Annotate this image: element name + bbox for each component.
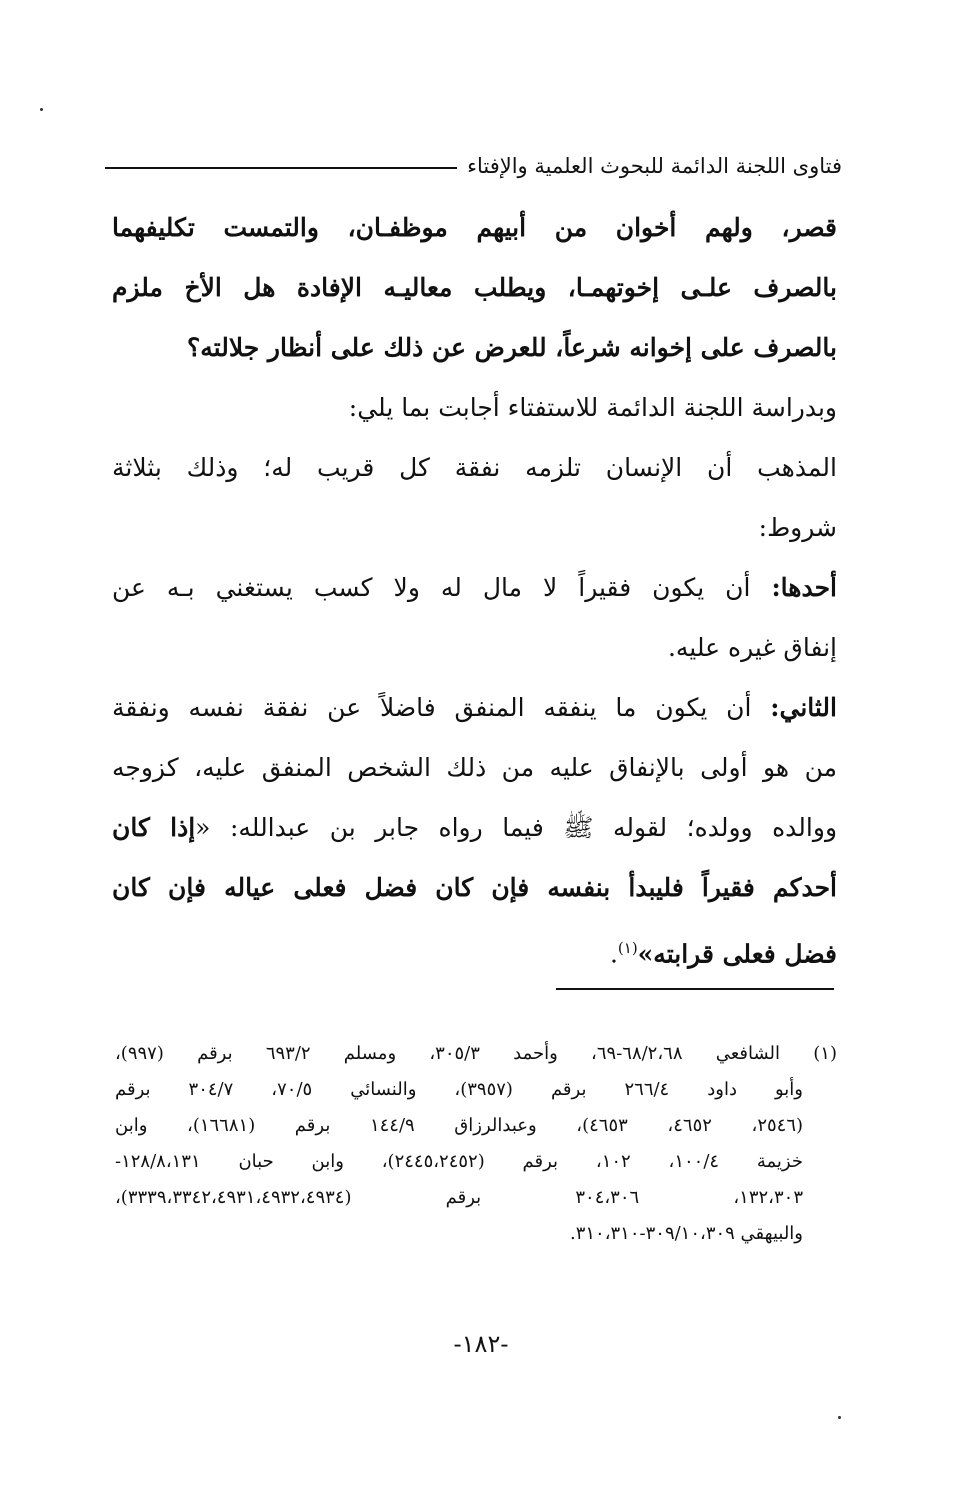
hadith-last-line [112,918,837,978]
condition-one-text: أن يكون فقيراً لا مال له ولا كسب يستغني بـه عن [112,573,772,602]
hadith-start: إذا كان [112,813,196,842]
footnote-reference[interactable]: (١) [617,939,638,957]
condition-two-continuation: من هو أولى بالإنفاق عليه من ذلك الشخص المنفق عليه، كزوجه [112,753,837,782]
condition-one-label: أحدها: [771,573,837,602]
footnote-line: وأبو داود ٢٦٦/٤ برقم (٣٩٥٧)، والنسائي ٧٠/٥، ٣٠٤/٧ برقم [115,1079,803,1100]
text-line: وبدراسة اللجنة الدائمة للاستفتاء أجابت بما يلي: [348,393,837,422]
condition-two-label: الثاني: [770,693,837,722]
scan-speck [40,108,43,111]
condition-one-continuation: إنفاق غيره عليه. [667,633,837,662]
footnote-line: (١) الشافعي ٦٨/٢،٦٨-٦٩، وأحمد ٣٠٥/٣، ومسلم ٦٩٣/٢ برقم (٩٩٧)، [115,1043,837,1064]
footnote-line: والبيهقي ٣٠٩/١٠،٣٠٩-٣١٠،٣١٠. [569,1223,803,1244]
footnote-line: ١٣٢،٣٠٣، ٣٠٤،٣٠٦ برقم (٣٣٣٩،٣٣٤٢،٤٩٣١،٤٩٣٢،٤٩٣٤)، [115,1187,803,1208]
header-rule [105,167,457,169]
scan-speck [838,1416,841,1419]
hadith-period: . [609,939,618,969]
text-line: شروط: [758,513,837,542]
hadith-intro-line [112,798,837,858]
condition-one-line [112,558,837,618]
text-line: قصر، ولهم أخوان من أبيهم موظفـان، والتمست تكليفهما [112,213,837,242]
hadith-line: أحدكم فقيراً فليبدأ بنفسه فإن كان فضل فعلى عياله فإن كان [112,873,837,902]
page-number: -١٨٢- [453,1330,509,1358]
footnotes [115,1036,837,1252]
footnote-separator [556,988,834,990]
main-text [112,198,837,978]
hadith-end-text: فضل فعلى قرابته» [637,939,837,969]
footnote-line: خزيمة ١٠٠/٤، ١٠٢، برقم (٢٤٤٥،٢٤٥٢)، وابن حبان ١٢٨/٨،١٣١- [115,1151,803,1172]
hadith-intro-text: ووالده وولده؛ لقوله ﷺ فيما رواه جابر بن عبدالله: « [195,813,837,842]
text-line: المذهب أن الإنسان تلزمه نفقة كل قريب له؛ وذلك بثلاثة [112,453,837,482]
condition-two-text: أن يكون ما ينفقه المنفق فاضلاً عن نفقة نفسه ونفقة [112,693,771,722]
condition-two-line [112,678,837,738]
running-header [105,142,842,178]
text-line: بالصرف علـى إخوتهمـا، ويطلب معاليـه الإفادة هل الأخ ملزم [112,273,837,302]
text-line: بالصرف على إخوانه شرعاً، للعرض عن ذلك على أنظار جلالته؟ [187,333,837,362]
header-title: فتاوى اللجنة الدائمة للبحوث العلمية والإفتاء [467,154,842,178]
footnote-line: (٢٥٤٦، ٤٦٥٢، ٤٦٥٣)، وعبدالرزاق ١٤٤/٩ برقم (١٦٦٨١)، وابن [115,1115,804,1136]
